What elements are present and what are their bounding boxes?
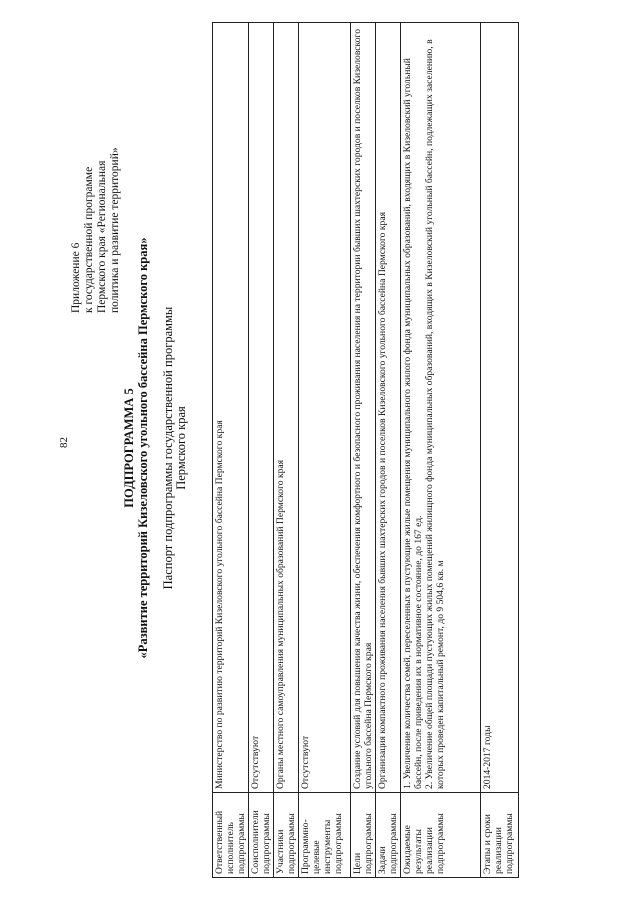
row-label: Программно-целевые инструменты подпрограммы [299,793,351,878]
passport-heading [162,18,188,878]
row-label: Участники подпрограммы [274,793,299,878]
row-value: Отсутствуют [249,23,274,793]
row-value: Отсутствуют [299,23,351,793]
table-row [481,23,519,878]
title-line-1: ПОДПРОГРАММА 5 [122,388,136,508]
row-value: Организация компактного проживания населения бывших шахтерских городов и поселков Кизеловского угольного бассейна Пермского края [376,23,401,793]
subprogram-title [122,18,150,878]
row-value: 1. Увеличение количества семей, переселенных в пустующие жилые помещения муниципального жилого фонда муниципальных образований, входящих в Кизеловский угольный бассейн, после приведения их в нормативное состояние, до 167 ед. 2. Увеличение общей площади пустующих жилых помещений жилищного фонда муниципальных образований, входящих в Кизеловский угольный бассейн, подлежащих заселению, в которых проведен капитальный ремонт, до 9 504,6 кв. м [401,23,481,793]
table-row [401,23,481,878]
subtitle-line-2: Пермского края [174,406,188,490]
row-value: 2014-2017 годы [481,23,519,793]
row-label: Цели подпрограммы [351,793,376,878]
table-row [351,23,376,878]
title-line-2: «Развитие территорий Кизеловского угольного бассейна Пермского края» [136,237,150,659]
table-row [213,23,249,878]
subtitle-line-1: Паспорт подпрограммы государственной программы [161,306,175,590]
row-label: Ответственный исполнитель подпрограммы [213,793,249,878]
table-row [376,23,401,878]
rotated-page [40,18,600,878]
table-row [249,23,274,878]
row-value: Органы местного самоуправления муниципальных образований Пермского края [274,23,299,793]
row-label: Этапы и сроки реализации подпрограммы [481,793,519,878]
passport-table [212,22,519,878]
row-label: Ожидаемые результаты реализации подпрограммы [401,793,481,878]
appendix-note: Приложение 6 к государственной программе Пермского края «Региональная политика и развитие территорий» [70,147,121,313]
row-value: Министерство по развитию территорий Кизеловского угольного бассейна Пермского края [213,23,249,793]
row-label: Соисполнители подпрограммы [249,793,274,878]
table-row [274,23,299,878]
row-value: Создание условий для повышения качества жизни, обеспечения комфортного и безопасного проживания населения на территории бывших шахтерских городов и поселков Кизеловского угольного бассейна Пермского края [351,23,376,793]
page-number: 82 [58,437,70,448]
row-label: Задачи подпрограммы [376,793,401,878]
table-row [299,23,351,878]
